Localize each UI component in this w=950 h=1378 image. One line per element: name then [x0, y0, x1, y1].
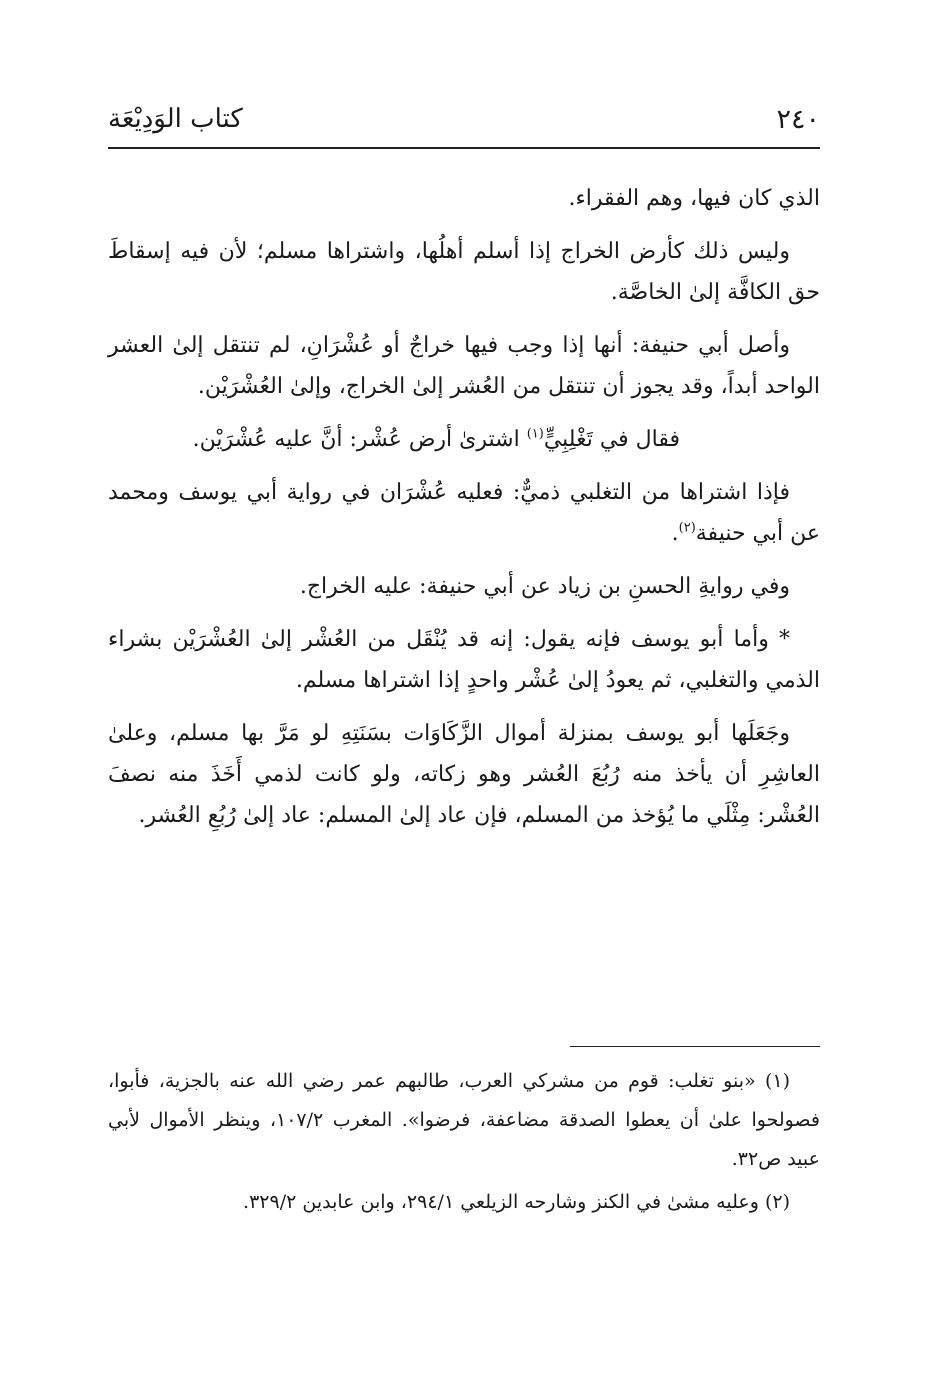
paragraph-4-text-a: فقال في تَغْلِبِيٍّ — [543, 427, 680, 452]
paragraph-2: وليس ذلك كأرض الخراج إذا أسلم أهلُها، واشتراها مسلم؛ لأن فيه إسقاطَ حق الكافَّة إلىٰ الخاصَّة. — [108, 239, 820, 305]
footnote-ref-2: (٢) — [678, 520, 696, 536]
page-number: ٢٤٠ — [776, 104, 820, 135]
footnote-2: (٢) وعليه مشىٰ في الكنز وشارحه الزيلعي ٢٩٤/١، وابن عابدين ٣٢٩/٢. — [243, 1191, 790, 1213]
paragraph-5-text-a: فإذا اشتراها من التغلبي ذميٌّ: فعليه عُشْرَان في رواية أبي يوسف ومحمد عن أبي حنيفة — [108, 480, 820, 546]
footnotes — [108, 1062, 820, 1226]
paragraph-7: * وأما أبو يوسف فإنه يقول: إنه قد يُنْقَل من العُشْر إلىٰ العُشْرَيْن بشراء الذمي والتغلبي، ثم يعودُ إلىٰ عُشْر واحدٍ إذا اشتراها مسلم. — [108, 627, 820, 693]
paragraph-5 — [108, 472, 820, 554]
paragraph-8: وجَعَلَها أبو يوسف بمنزلة أموال الزَّكَاوَات بسَنَتِهِ لو مَرَّ بها مسلم، وعلىٰ العاشِرِ أن يأخذ منه رُبُعَ العُشر وهو زكاته، ولو كانت لذمي أَخَذَ منه نصفَ العُشْر: مِثْلَي ما يُؤخذ من المسلم، فإن عاد إلىٰ المسلم: عاد إلىٰ رُبُعِ العُشر. — [108, 721, 820, 828]
paragraph-3: وأصل أبي حنيفة: أنها إذا وجب فيها خراجٌ أو عُشْرَانِ، لم تنتقل إلىٰ العشر الواحد أبداً، وقد يجوز أن تنتقل من العُشر إلىٰ الخراج، وإلىٰ العُشْرَيْن. — [108, 333, 820, 399]
main-text — [108, 178, 820, 848]
running-header — [108, 104, 820, 144]
footnote-divider — [570, 1046, 820, 1047]
footnote-1: (١) «بنو تغلب: قوم من مشركي العرب، طالبهم عمر رضي الله عنه بالجزية، فأبوا، فصولحوا علىٰ أن يعطوا الصدقة مضاعفة، فرضوا». المغرب ١٠٧/٢، وينظر الأموال لأبي عبيد ص٣٢. — [108, 1070, 820, 1170]
paragraph-4-text-b: اشترىٰ أرض عُشْر: أنَّ عليه عُشْرَيْن. — [192, 427, 527, 452]
paragraph-6: وفي روايةِ الحسنِ بن زياد عن أبي حنيفة: عليه الخراج. — [299, 574, 790, 599]
book-title: كتاب الوَدِيْعَة — [108, 104, 243, 134]
paragraph-4 — [108, 419, 820, 460]
paragraph-5-text-b: . — [671, 521, 679, 546]
footnote-ref-1: (١) — [526, 426, 544, 442]
book-page — [108, 0, 820, 1378]
paragraph-1: الذي كان فيها، وهم الفقراء. — [568, 186, 820, 211]
header-divider — [108, 147, 820, 149]
